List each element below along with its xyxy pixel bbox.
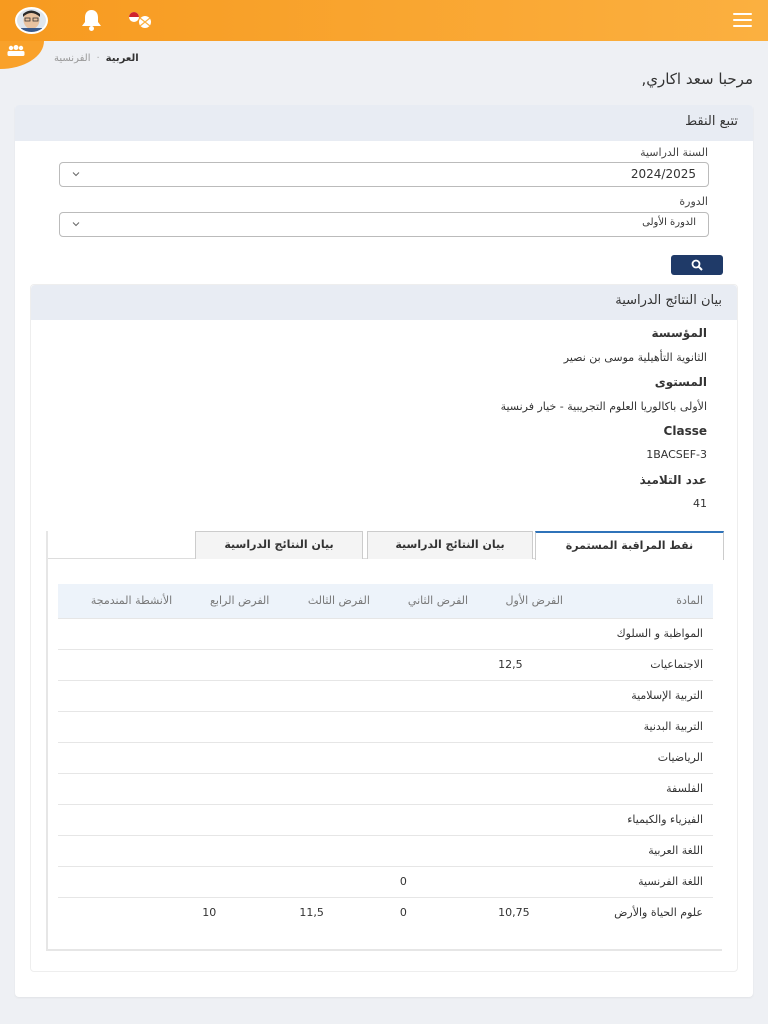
year-value: 2024/2025: [630, 167, 696, 181]
column-header-test-1: الفرض الأول: [478, 584, 573, 618]
sidebar-toggle[interactable]: [0, 41, 44, 69]
grade-cell: [58, 711, 182, 742]
table-row: [58, 618, 713, 649]
tab-bar: [48, 531, 724, 559]
grade-cell: [182, 804, 279, 835]
session-label: الدورة: [679, 195, 708, 208]
results-title: بيان النتائج الدراسية: [31, 285, 737, 320]
session-value: الدورة الأولى: [642, 217, 696, 228]
grade-cell: [279, 649, 380, 680]
table-row: [58, 897, 713, 928]
grade-cell: [279, 866, 380, 897]
language-switcher: [54, 53, 139, 64]
subject-cell: اللغة العربية: [573, 835, 713, 866]
grade-cell: 10: [182, 897, 279, 928]
grade-cell: [279, 680, 380, 711]
grade-cell: [279, 711, 380, 742]
table-row: [58, 680, 713, 711]
grade-cell: [478, 618, 573, 649]
language-separator: ·: [96, 53, 100, 64]
grade-cell: [380, 804, 478, 835]
language-flag-icon[interactable]: [126, 9, 154, 31]
column-header-activities: الأنشطة المندمجة: [58, 584, 182, 618]
level-label: المستوى: [654, 375, 707, 389]
subject-cell: علوم الحياة والأرض: [573, 897, 713, 928]
class-value: 1BACSEF-3: [646, 448, 707, 461]
top-bar: [0, 0, 768, 41]
grade-cell: [380, 680, 478, 711]
menu-icon[interactable]: [733, 13, 752, 27]
grade-cell: [279, 804, 380, 835]
grades-table: [58, 584, 713, 928]
grade-cell: [182, 866, 279, 897]
grade-cell: [58, 649, 182, 680]
institution-label: المؤسسة: [651, 326, 707, 340]
grades-card: [15, 105, 753, 997]
grade-cell: [182, 742, 279, 773]
grade-cell: [380, 649, 478, 680]
year-select[interactable]: [59, 162, 709, 187]
grade-cell: [478, 742, 573, 773]
grade-cell: [380, 773, 478, 804]
tab-continuous-assessment[interactable]: نقط المراقبة المستمرة: [535, 531, 724, 560]
table-row: [58, 773, 713, 804]
search-icon: [691, 259, 703, 271]
grade-cell: [380, 711, 478, 742]
avatar-image: [17, 9, 46, 32]
grade-cell: [279, 835, 380, 866]
subject-cell: الرياضيات: [573, 742, 713, 773]
grade-cell: [478, 711, 573, 742]
grade-cell: [58, 680, 182, 711]
grade-cell: [182, 835, 279, 866]
subject-cell: التربية البدنية: [573, 711, 713, 742]
grade-cell: [182, 711, 279, 742]
grade-cell: [58, 773, 182, 804]
subject-cell: الاجتماعيات: [573, 649, 713, 680]
table-row: [58, 711, 713, 742]
table-row: [58, 835, 713, 866]
grade-cell: [380, 618, 478, 649]
grade-cell: [182, 649, 279, 680]
subject-cell: الفيزياء والكيمياء: [573, 804, 713, 835]
grade-cell: 12,5: [478, 649, 573, 680]
grade-cell: [58, 804, 182, 835]
grade-cell: [58, 897, 182, 928]
column-header-test-4: الفرض الرابع: [182, 584, 279, 618]
grade-cell: [182, 773, 279, 804]
user-avatar[interactable]: [15, 7, 48, 34]
grade-cell: 0: [380, 897, 478, 928]
level-value: الأولى باكالوريا العلوم التجريبية - خيار فرنسية: [500, 400, 707, 413]
grade-cell: [279, 742, 380, 773]
students-label: عدد التلاميذ: [639, 473, 707, 487]
tab-results-statement-1[interactable]: بيان النتائج الدراسية: [367, 531, 533, 559]
table-row: [58, 804, 713, 835]
grade-cell: [478, 804, 573, 835]
grade-cell: [380, 742, 478, 773]
results-card: [30, 284, 738, 972]
language-arabic[interactable]: العربية: [105, 53, 139, 64]
class-label: Classe: [663, 424, 707, 438]
column-header-subject: المادة: [573, 584, 713, 618]
subject-cell: التربية الإسلامية: [573, 680, 713, 711]
table-row: [58, 742, 713, 773]
results-tabs: [46, 531, 722, 951]
language-french[interactable]: الفرنسية: [54, 53, 91, 64]
subject-cell: الفلسفة: [573, 773, 713, 804]
chevron-down-icon: [72, 220, 80, 228]
subject-cell: المواظبة و السلوك: [573, 618, 713, 649]
table-row: [58, 649, 713, 680]
grade-cell: [478, 835, 573, 866]
institution-value: الثانوية التأهيلية موسى بن نصير: [563, 351, 707, 364]
search-button[interactable]: [671, 255, 723, 275]
year-label: السنة الدراسية: [640, 146, 708, 159]
welcome-message: مرحبا سعد اكاري,: [641, 70, 753, 88]
grade-cell: [58, 742, 182, 773]
chevron-down-icon: [72, 170, 80, 178]
table-header-row: [58, 584, 713, 618]
grade-cell: 10,75: [478, 897, 573, 928]
grade-cell: [279, 773, 380, 804]
grade-cell: [478, 680, 573, 711]
table-row: [58, 866, 713, 897]
grade-cell: [182, 618, 279, 649]
users-group-icon: [6, 44, 26, 58]
grade-cell: 0: [380, 866, 478, 897]
column-header-test-3: الفرض الثالث: [279, 584, 380, 618]
card-title: تتبع النقط: [15, 105, 753, 141]
grade-cell: [58, 618, 182, 649]
bell-icon[interactable]: [79, 8, 104, 32]
grade-cell: [279, 618, 380, 649]
students-count: 41: [693, 497, 707, 510]
grade-cell: [58, 866, 182, 897]
tab-results-statement-2[interactable]: بيان النتائج الدراسية: [195, 531, 363, 559]
column-header-test-2: الفرض الثاني: [380, 584, 478, 618]
grade-cell: [478, 773, 573, 804]
subject-cell: اللغة الفرنسية: [573, 866, 713, 897]
grade-cell: [182, 680, 279, 711]
grade-cell: [58, 835, 182, 866]
grade-cell: 11,5: [279, 897, 380, 928]
session-select[interactable]: [59, 212, 709, 237]
grade-cell: [478, 866, 573, 897]
grade-cell: [380, 835, 478, 866]
